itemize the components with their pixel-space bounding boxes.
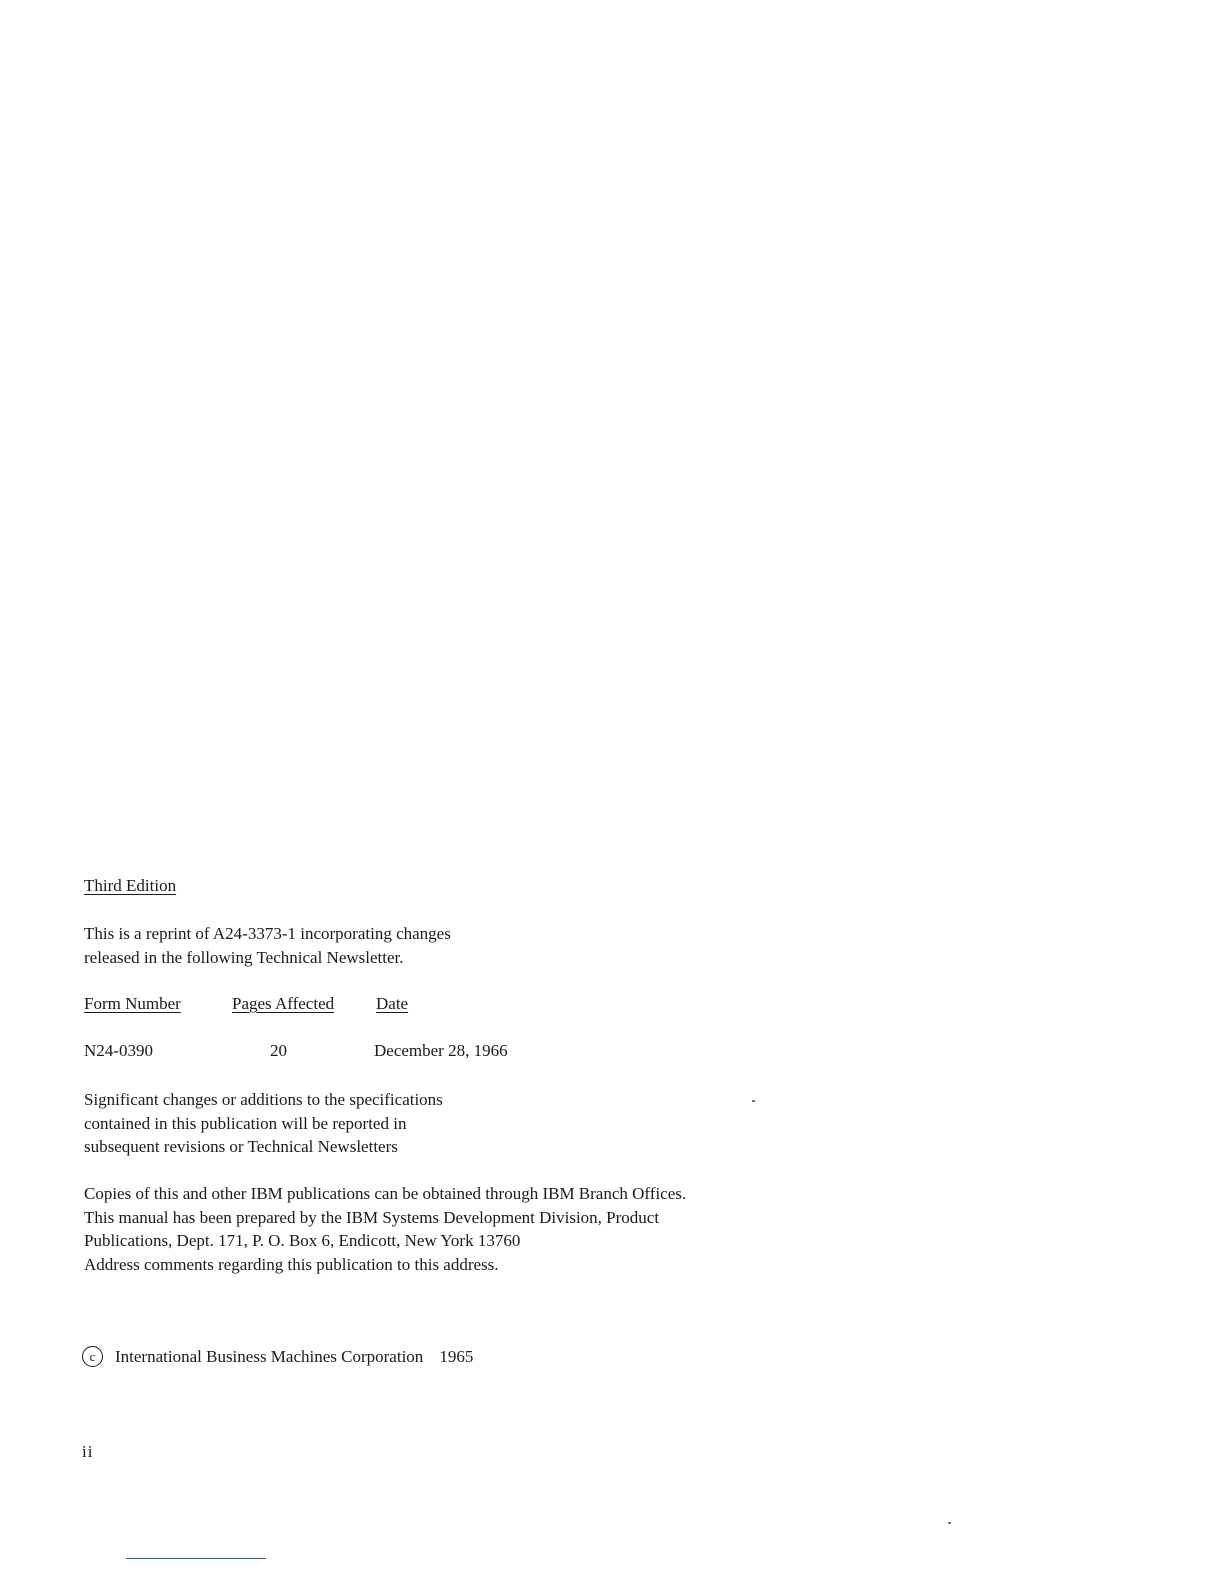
copies-note-line: This manual has been prepared by the IBM Systems Development Division, Product (84, 1207, 660, 1227)
cell-pages-affected: 20 (270, 1041, 287, 1060)
revision-table-row (84, 1041, 604, 1065)
header-date: Date (376, 994, 409, 1013)
copies-note (84, 1182, 686, 1276)
copies-note-line: Copies of this and other IBM publications can be obtained through IBM Branch Offices. (84, 1184, 687, 1203)
cell-form-number: N24-0390 (84, 1041, 153, 1060)
changes-note-line: subsequent revisions or Technical Newsletters (84, 1137, 398, 1156)
copyright-line (82, 1346, 473, 1367)
page-number: ii (82, 1442, 94, 1461)
reprint-note-line: released in the following Technical Newsletter. (84, 947, 404, 967)
edition-heading: Third Edition (84, 876, 177, 895)
copies-note-line: Publications, Dept. 171, P. O. Box 6, Endicott, New York 13760 (84, 1231, 521, 1250)
copyright-icon: c (82, 1346, 103, 1367)
changes-note (84, 1088, 443, 1159)
header-form-number: Form Number (84, 994, 181, 1013)
footer-rule (126, 1558, 266, 1559)
copyright-holder: International Business Machines Corporation (115, 1346, 424, 1366)
scan-speck (752, 1100, 755, 1102)
changes-note-line: contained in this publication will be reported in (84, 1113, 407, 1133)
copyright-year: 1965 (439, 1346, 474, 1366)
reprint-note-line: This is a reprint of A24-3373-1 incorporating changes (84, 924, 451, 943)
scan-speck (948, 1522, 951, 1524)
copies-note-line: Address comments regarding this publication to this address. (84, 1254, 499, 1274)
changes-note-line: Significant changes or additions to the specifications (84, 1090, 443, 1109)
header-pages-affected: Pages Affected (232, 994, 335, 1013)
cell-date: December 28, 1966 (374, 1041, 508, 1060)
revision-table-header (84, 994, 604, 1018)
reprint-note (84, 922, 451, 969)
